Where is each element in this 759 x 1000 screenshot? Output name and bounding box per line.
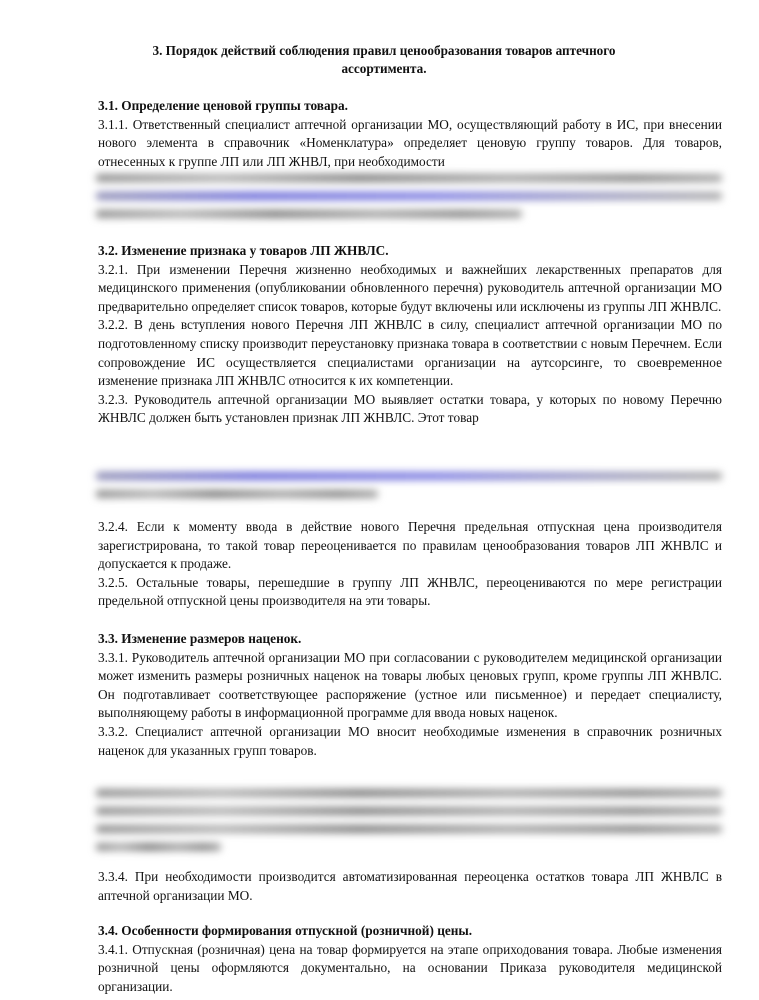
paragraph-3-2-5: 3.2.5. Остальные товары, перешедшие в группу ЛП ЖНВЛС, переоцениваются по мере регистрации предельной отпускной цены производителя на эти товары. <box>98 574 722 609</box>
paragraph-3-3-1: 3.3.1. Руководитель аптечной организации МО при согласовании с руководителем медицинской организации может изменить размеры розничных наценок на товары любых ценовых групп, кроме группы ЛП ЖНВЛС. Он подготавливает соответствующее распоряжение (устное или письменное) и передает специалисту, выполняющему работы в информационной программе для ввода новых наценок. <box>98 649 722 721</box>
paragraph-3-3-2: 3.3.2. Специалист аптечной организации МО вносит необходимые изменения в справочник розничных наценок для указанных групп товаров. <box>98 723 722 758</box>
paragraph-3-2-3: 3.2.3. Руководитель аптечной организации МО выявляет остатки товара, у которых по новому Перечню ЖНВЛС должен быть установлен признак ЛП ЖНВЛС. Этот товар <box>98 391 722 426</box>
section-heading: 3.2. Изменение признака у товаров ЛП ЖНВЛС. <box>98 243 389 258</box>
paragraph-3-2-1: 3.2.1. При изменении Перечня жизненно необходимых и важнейших лекарственных препаратов для медицинского применения (опубликовании обновленного перечня) руководитель аптечной организации МО предварительно определяет список товаров, которые будут включены или исключены из группы ЛП ЖНВЛС. <box>98 261 722 314</box>
document-title: 3. Порядок действий соблюдения правил ценообразования товаров аптечного ассортимента. <box>152 43 616 76</box>
paragraph-3-2-2: 3.2.2. В день вступления нового Перечня ЛП ЖНВЛС в силу, специалист аптечной организации МО по подготовленному списку производит переустановку признака товара в соответствии с новым Перечнем. Если сопровождение ИС осуществляется специалистами организации на аутсорсинге, то своевременное изменение признака ЛП ЖНВЛС относится к их компетенции. <box>98 317 722 389</box>
section-heading: 3.4. Особенности формирования отпускной (розничной) цены. <box>98 923 473 938</box>
section-heading: 3.1. Определение ценовой группы товара. <box>98 98 349 113</box>
paragraph-3-3-4: 3.3.4. При необходимости производится автоматизированная переоценка остатков товара ЛП ЖНВЛС в аптечной организации МО. <box>98 869 722 903</box>
section-3-1 <box>98 97 722 171</box>
paragraph-3-1-1: 3.1.1. Ответственный специалист аптечной организации МО, осуществляющий работу в ИС, при внесении нового элемента в справочник «Номенклатура» определяет ценовую группу товаров. Для товаров, отнесенных к группе ЛП или ЛП ЖНВЛ, при необходимости <box>98 116 722 169</box>
section-3-4 <box>98 922 722 996</box>
paragraph-3-2-4: 3.2.4. Если к моменту ввода в действие нового Перечня предельная отпускная цена производителя зарегистрирована, то такой товар переоценивается по правилам ценообразования товаров ЛП ЖНВЛС и допускается к продаже. <box>98 519 722 572</box>
section-3-2 <box>98 242 722 428</box>
paragraph-3-4-1: 3.4.1. Отпускная (розничная) цена на товар формируется на этапе оприходования товара. Любые изменения розничной цены оформляются документально, на основании Приказа руководителя медицинской организации. <box>98 941 722 994</box>
section-3-3 <box>98 630 722 760</box>
redacted-region <box>96 168 722 228</box>
redacted-region <box>96 466 722 508</box>
redacted-region <box>96 783 722 861</box>
section-3-3-continued <box>98 868 722 905</box>
section-heading: 3.3. Изменение размеров наценок. <box>98 631 302 646</box>
section-3-2-continued <box>98 518 722 611</box>
